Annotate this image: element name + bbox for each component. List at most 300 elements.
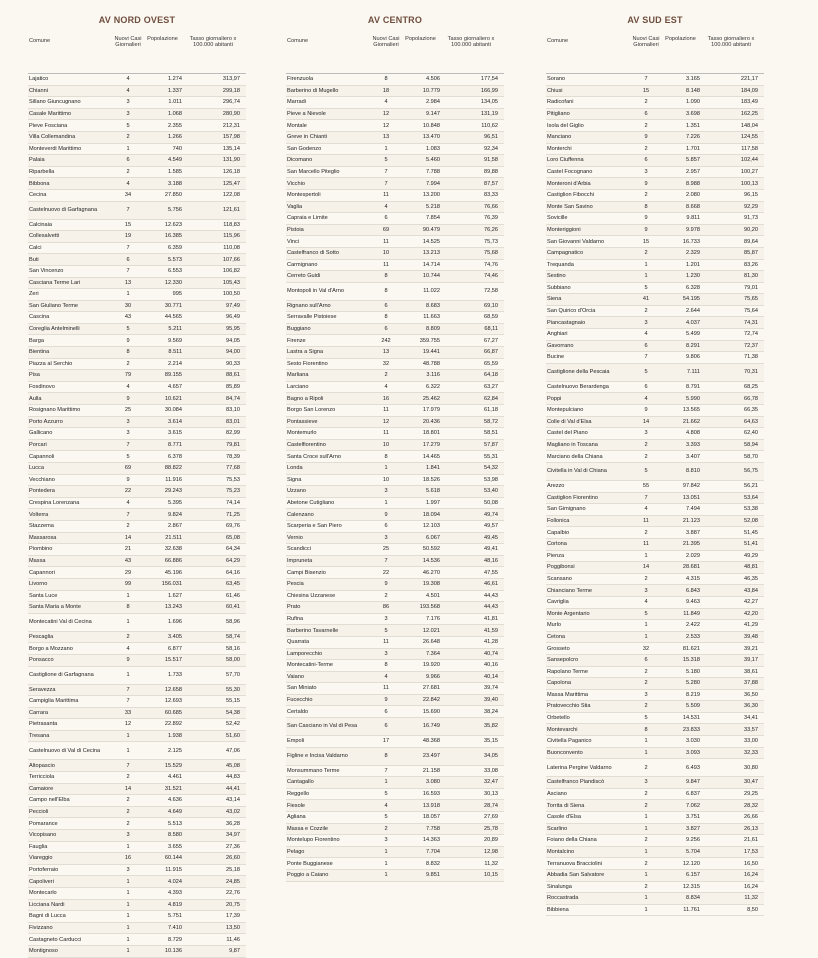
cell-popolazione: 30.771 [164,302,182,309]
cell-nuovi-casi: 25 [124,407,132,414]
cell-nuovi-casi: 3 [126,430,130,437]
cell-popolazione: 14.714 [422,261,440,268]
cell-popolazione: 3.655 [168,843,182,850]
cell-tasso: 66,78 [744,395,758,402]
cell-popolazione: 10.779 [422,87,440,94]
cell-popolazione: 5.704 [686,849,700,855]
cell-popolazione: 6.359 [168,244,182,251]
cell-tasso: 57,87 [484,442,498,448]
table-row [28,132,246,144]
cell-tasso: 184,09 [740,87,758,94]
cell-popolazione: 9.463 [686,599,700,606]
cell-comune: Terricciola [29,774,55,781]
cell-comune: Carrara [29,709,48,716]
cell-nuovi-casi: 2 [384,825,388,832]
cell-tasso: 47,06 [226,747,240,754]
cell-tasso: 40,14 [484,673,498,680]
cell-nuovi-casi: 9 [644,134,648,141]
cell-popolazione: 1.090 [686,99,700,106]
cell-tasso: 38,61 [744,668,758,675]
cell-popolazione: 97.842 [682,483,700,490]
cell-comune: Riparbella [29,168,55,175]
cell-comune: Campo nell'Elba [29,797,70,804]
cell-nuovi-casi: 1 [644,814,648,821]
table-row [286,463,504,475]
cell-comune: Ponte Buggianese [287,860,333,867]
cell-popolazione: 18.057 [422,814,440,821]
table-row [546,620,764,632]
cell-comune: Fosdinovo [29,384,55,391]
cell-tasso: 117,58 [741,145,758,152]
table-row [286,544,504,556]
table-row [286,812,504,824]
cell-popolazione: 14.536 [422,557,440,564]
cell-comune: Castelfranco Piandiscò [547,779,605,786]
cell-comune: Piombino [29,546,53,553]
cell-nuovi-casi: 5 [644,284,648,291]
cell-comune: Pescaglia [29,633,54,640]
cell-tasso: 44,43 [484,592,498,599]
table-row [546,539,764,551]
cell-popolazione: 5.751 [168,913,182,920]
cell-popolazione: 8.580 [168,832,182,839]
table-row [28,923,246,935]
cell-nuovi-casi: 11 [383,192,389,199]
cell-tasso: 41,28 [484,639,498,646]
table-row [28,312,246,324]
cell-nuovi-casi: 3 [384,488,388,495]
cell-nuovi-casi: 99 [124,581,132,588]
cell-tasso: 96,15 [744,192,758,199]
cell-popolazione: 15.318 [682,657,700,664]
table-row [28,742,246,760]
cell-tasso: 11,32 [744,895,758,902]
cell-popolazione: 44.565 [164,314,182,321]
cell-tasso: 42,27 [744,599,758,606]
table-row [286,370,504,382]
header-tasso: Tasso giornaliero x 100.000 abitanti [189,36,237,49]
cell-nuovi-casi: 7 [126,268,130,275]
cell-nuovi-casi: 8 [644,203,648,210]
cell-nuovi-casi: 15 [124,221,132,228]
cell-nuovi-casi: 7 [126,442,130,448]
cell-popolazione: 50.592 [422,546,440,553]
cell-popolazione: 6.322 [426,384,440,391]
cell-comune: San Casciano in Val di Pesa [287,723,358,730]
cell-tasso: 51,45 [744,529,758,536]
table-row [28,830,246,842]
cell-comune: Poppi [547,395,562,402]
cell-tasso: 135,14 [222,145,240,152]
cell-popolazione: 13.051 [682,494,700,501]
cell-popolazione: 4.501 [426,592,440,599]
cell-popolazione: 13.243 [164,604,182,611]
cell-comune: Campagnatico [547,250,584,257]
cell-tasso: 77,68 [226,465,240,472]
cell-popolazione: 10.744 [422,273,440,280]
table-row [546,812,764,824]
table-row [546,667,764,679]
table-row [28,667,246,685]
cell-tasso: 115,96 [223,233,240,240]
cell-tasso: 58,00 [226,657,240,664]
table-row [286,236,504,248]
cell-comune: Piancastagnaio [547,319,586,326]
cell-popolazione: 23.833 [682,726,700,733]
cell-nuovi-casi: 8 [384,314,388,321]
cell-tasso: 110,62 [481,122,498,129]
table-row [28,760,246,772]
cell-nuovi-casi: 8 [644,726,648,733]
cell-tasso: 102,44 [740,157,758,164]
cell-comune: Castelnuovo di Garfagnana [29,206,98,213]
cell-tasso: 51,60 [226,733,240,740]
cell-tasso: 33,00 [744,738,758,745]
cell-popolazione: 4.024 [168,878,182,885]
cell-comune: Rufina [287,615,304,622]
table-row [28,719,246,731]
cell-comune: Civitella in Val di Chiana [547,468,607,475]
cell-tasso: 85,89 [226,384,240,391]
cell-nuovi-casi: 29 [124,569,132,576]
cell-comune: Grosseto [547,645,570,652]
cell-nuovi-casi: 7 [384,767,388,774]
cell-tasso: 83,01 [226,418,240,425]
cell-popolazione: 3.827 [686,825,700,832]
cell-nuovi-casi: 5 [384,627,388,634]
cell-comune: Castel Focognano [547,168,593,175]
cell-comune: Lucca [29,465,44,472]
table-row [28,324,246,336]
cell-comune: Fiesole [287,802,306,809]
cell-popolazione: 6.378 [168,453,182,460]
cell-comune: Gallicano [29,430,53,437]
cell-tasso: 43,14 [226,797,240,804]
cell-popolazione: 3.093 [686,749,700,756]
cell-comune: Fauglia [29,843,48,850]
cell-nuovi-casi: 3 [126,832,130,839]
cell-tasso: 75,64 [744,308,758,315]
table-row [286,248,504,260]
cell-comune: Rapolano Terme [547,668,588,675]
cell-nuovi-casi: 5 [126,122,130,129]
cell-nuovi-casi: 33 [124,709,132,716]
cell-nuovi-casi: 2 [644,529,648,536]
cell-nuovi-casi: 8 [384,273,388,280]
cell-comune: Montespertoli [287,192,321,199]
cell-popolazione: 1.351 [686,122,700,129]
table-row [28,190,246,202]
cell-popolazione: 11.916 [165,476,182,483]
table-row [286,602,504,614]
table-row [286,591,504,603]
cell-nuovi-casi: 6 [384,215,388,222]
cell-popolazione: 4.315 [686,575,700,582]
cell-nuovi-casi: 2 [126,633,130,640]
cell-comune: Manciano [547,134,572,141]
cell-comune: Portoferraio [29,867,59,873]
cell-popolazione: 1.201 [686,261,700,268]
cell-popolazione: 7.226 [686,134,700,141]
cell-nuovi-casi: 8 [126,349,130,356]
cell-comune: Terranuova Bracciolini [547,860,603,867]
table-row [28,301,246,313]
cell-nuovi-casi: 11 [383,639,389,646]
cell-nuovi-casi: 55 [642,483,650,490]
cell-nuovi-casi: 7 [644,354,648,361]
cell-popolazione: 60.144 [164,855,182,862]
cell-nuovi-casi: 7 [384,557,388,564]
cell-popolazione: 3.165 [686,76,700,83]
cell-tasso: 76,39 [484,215,498,222]
cell-comune: Capalbio [547,529,570,536]
cell-nuovi-casi: 1 [384,465,388,472]
cell-tasso: 60,41 [226,604,240,611]
table-body [28,74,246,958]
cell-popolazione: 12.103 [422,523,440,530]
cell-tasso: 96,49 [226,314,240,321]
cell-comune: Barberino Tavarnelle [287,627,339,634]
cell-popolazione: 23.497 [422,753,440,760]
cell-tasso: 85,87 [744,250,758,257]
cell-popolazione: 9.806 [686,354,700,361]
cell-nuovi-casi: 4 [384,384,388,391]
cell-tasso: 131,90 [222,157,240,164]
cell-nuovi-casi: 12 [124,721,132,728]
table-row [546,97,764,109]
cell-tasso: 68,59 [484,314,498,321]
table-row [546,144,764,156]
cell-nuovi-casi: 2 [126,809,130,816]
cell-tasso: 40,74 [484,650,498,657]
cell-comune: Orbetello [547,715,570,722]
cell-nuovi-casi: 2 [126,774,130,781]
cell-nuovi-casi: 2 [644,860,648,867]
cell-comune: Sansepolcro [547,657,579,664]
cell-tasso: 57,70 [226,671,240,678]
cell-popolazione: 1.627 [168,592,182,599]
cell-popolazione: 54.195 [682,296,700,303]
cell-comune: Montignoso [29,948,58,955]
cell-nuovi-casi: 3 [126,99,130,106]
table-header [28,36,246,74]
cell-tasso: 16,24 [744,872,758,879]
cell-comune: Calcinaia [29,221,53,228]
cell-comune: Monteroni d'Arbia [547,180,591,187]
cell-tasso: 26,60 [226,855,240,862]
cell-tasso: 63,45 [226,581,240,588]
cell-tasso: 53,64 [744,494,758,501]
cell-popolazione: 20.436 [422,418,440,425]
cell-nuovi-casi: 8 [384,76,388,83]
cell-popolazione: 30.084 [164,407,182,414]
cell-tasso: 39,21 [744,645,758,652]
cell-tasso: 28,74 [484,802,498,809]
cell-popolazione: 15.690 [422,708,440,715]
cell-popolazione: 8.683 [426,302,440,309]
table-row [286,451,504,463]
header-comune: Comune [547,38,569,44]
cell-nuovi-casi: 1 [644,738,648,745]
cell-popolazione: 4.393 [168,890,182,897]
cell-comune: Sinalunga [547,883,572,890]
cell-nuovi-casi: 5 [644,715,648,722]
cell-comune: Monterchi [547,145,572,152]
cell-comune: Crespina Lorenzana [29,499,80,506]
table-row [546,190,764,202]
table-row [28,498,246,510]
table-row [28,451,246,463]
table-row [286,86,504,98]
cell-nuovi-casi: 1 [644,622,648,629]
cell-comune: Stazzema [29,523,54,530]
cell-tasso: 43,02 [226,809,240,816]
cell-tasso: 39,48 [744,633,758,640]
cell-nuovi-casi: 9 [384,581,388,588]
cell-popolazione: 5.499 [686,331,700,338]
cell-tasso: 89,64 [744,238,758,245]
table-row [28,544,246,556]
cell-comune: Capoliveri [29,878,54,885]
cell-popolazione: 1.696 [168,619,182,626]
table-row [546,120,764,132]
table-row [546,516,764,528]
cell-nuovi-casi: 1 [644,749,648,756]
cell-tasso: 56,75 [744,468,758,475]
table-row [286,260,504,272]
cell-tasso: 16,50 [744,860,758,867]
cell-popolazione: 1.068 [168,110,182,117]
cell-tasso: 125,47 [222,180,240,187]
cell-tasso: 62,84 [484,395,498,402]
cell-nuovi-casi: 6 [644,342,648,349]
cell-nuovi-casi: 4 [126,645,130,652]
cell-comune: Empoli [287,738,305,745]
cell-comune: Anghiari [547,331,568,338]
cell-nuovi-casi: 1 [384,860,388,867]
cell-comune: Pelago [287,849,305,855]
table-row [28,853,246,865]
cell-comune: Pisa [29,372,40,379]
table-row [28,632,246,644]
cell-comune: Castagneto Carducci [29,936,82,943]
cell-popolazione: 1.274 [168,76,182,83]
cell-nuovi-casi: 22 [382,569,390,576]
cell-nuovi-casi: 4 [644,395,648,402]
table-row [286,870,504,882]
table-row [546,417,764,429]
cell-tasso: 49,45 [484,534,498,541]
cell-nuovi-casi: 2 [126,523,130,530]
table-row [286,835,504,847]
table-row [28,335,246,347]
table-row [28,655,246,667]
cell-popolazione: 6.837 [686,791,700,798]
cell-nuovi-casi: 5 [644,369,648,376]
cell-popolazione: 17.979 [422,407,440,414]
cell-comune: Abbadia San Salvatore [547,872,605,879]
cell-comune: Poggio a Caiano [287,872,329,879]
cell-nuovi-casi: 7 [126,762,130,769]
table-row [28,86,246,98]
cell-popolazione: 6.843 [686,587,700,594]
cell-popolazione: 7.111 [686,369,700,376]
cell-comune: Collesalvetti [29,233,60,240]
cell-popolazione: 2.422 [686,622,700,629]
cell-comune: Bibbiena [547,906,569,913]
cell-comune: Bagni di Lucca [29,913,66,920]
cell-popolazione: 16.749 [422,723,440,730]
cell-comune: Cerreto Guidi [287,273,321,280]
cell-nuovi-casi: 1 [126,592,130,599]
header-nuovi-casi: Nuovi Casi Giornalieri [632,36,660,49]
cell-popolazione: 5.280 [686,680,700,687]
table-row [546,777,764,789]
cell-nuovi-casi: 9 [126,657,130,664]
table-row [286,509,504,521]
cell-nuovi-casi: 19 [124,233,132,240]
table-header [546,36,764,74]
cell-nuovi-casi: 1 [384,779,388,786]
cell-comune: Calci [29,244,42,251]
table-row [28,795,246,807]
cell-tasso: 65,08 [226,534,240,541]
cell-nuovi-casi: 41 [642,296,650,303]
cell-tasso: 20,75 [226,901,240,908]
cell-comune: Castiglione di Garfagnana [29,671,94,678]
cell-popolazione: 19.308 [422,581,440,588]
table-row [286,417,504,429]
cell-popolazione: 359.755 [419,337,440,344]
cell-tasso: 29,25 [744,791,758,798]
cell-tasso: 44,43 [484,604,498,611]
table-row [546,248,764,260]
cell-nuovi-casi: 4 [126,499,130,506]
cell-tasso: 87,57 [484,180,498,187]
cell-nuovi-casi: 11 [383,685,389,692]
cell-comune: Cortona [547,541,567,548]
table-row [546,789,764,801]
cell-tasso: 64,29 [226,557,240,564]
cell-tasso: 32,33 [744,749,758,756]
cell-nuovi-casi: 11 [383,238,389,245]
cell-tasso: 65,59 [484,360,498,367]
cell-tasso: 100,13 [740,180,758,187]
table-row [28,278,246,290]
cell-tasso: 39,17 [744,657,758,664]
table-row [28,486,246,498]
cell-nuovi-casi: 1 [644,261,648,268]
cell-popolazione: 5.211 [168,326,182,333]
table-row [286,225,504,237]
cell-nuovi-casi: 12 [382,418,390,425]
cell-tasso: 79,01 [744,284,758,291]
cell-popolazione: 29.243 [164,488,182,495]
cell-popolazione: 22.892 [164,721,182,728]
table-row [546,74,764,86]
table-row [28,556,246,568]
cell-nuovi-casi: 43 [124,557,132,564]
cell-tasso: 72,58 [484,288,498,295]
cell-popolazione: 8.810 [686,468,700,475]
cell-comune: Cascina [29,314,50,321]
cell-nuovi-casi: 1 [126,936,130,943]
cell-comune: Radicofani [547,99,574,106]
cell-nuovi-casi: 3 [644,430,648,437]
cell-comune: Santa Maria a Monte [29,604,81,611]
cell-nuovi-casi: 1 [644,633,648,640]
cell-nuovi-casi: 4 [384,673,388,680]
